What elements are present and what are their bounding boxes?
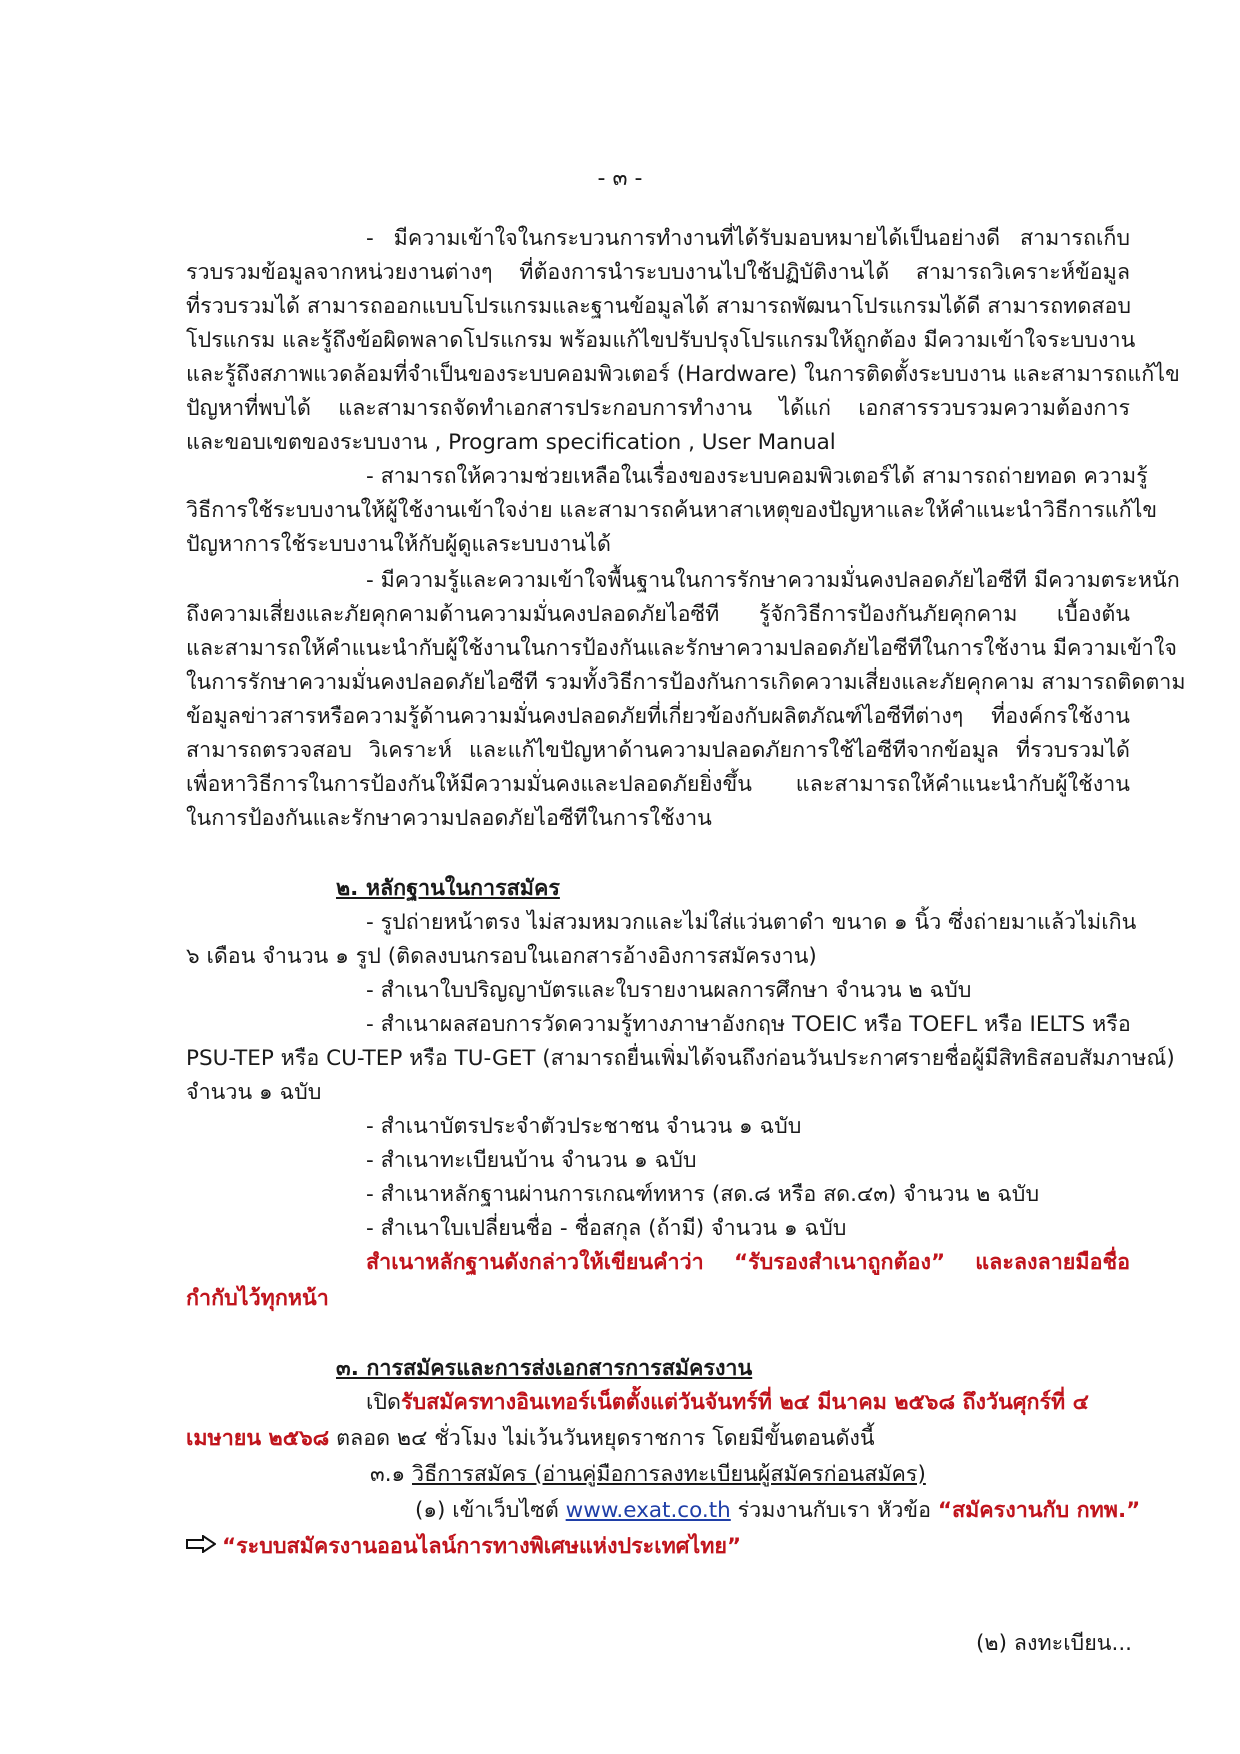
para1-line-5: และรู้ถึงสภาพแวดล้อมที่จำเป็นของระบบคอมพิวเตอร์ (Hardware) ในการติดตั้งระบบงาน และสามารถแก้ไข — [186, 362, 1180, 387]
para3-line-1: - มีความรู้และความเข้าใจพื้นฐานในการรักษาความมั่นคงปลอดภัยไอซีที มีความตระหนัก — [366, 568, 1180, 593]
continue-footer: (๒) ลงทะเบียน... — [976, 1631, 1132, 1656]
section2-note: สำเนาหลักฐานดังกล่าวให้เขียนคำว่า “รับรองสำเนาถูกต้อง” และลงลายมือชื่อ — [366, 1250, 1130, 1275]
para3-line-7: เพื่อหาวิธีการในการป้องกันให้มีความมั่นคงและปลอดภัยยิ่งขึ้น และสามารถให้คำแนะนำกับผู้ใช้งาน — [186, 772, 1130, 797]
step1-line-2: “ระบบสมัครงานออนไลน์การทางพิเศษแห่งประเทศไทย” — [186, 1530, 741, 1564]
para1-line-1: - มีความเข้าใจในกระบวนการทำงานที่ได้รับมอบหมายได้เป็นอย่างดี สามารถเก็บ — [366, 226, 1130, 251]
para1-line-7: และขอบเขตของระบบงาน , Program specification , User Manual — [186, 430, 836, 455]
section3-heading: ๓. การสมัครและการส่งเอกสารการสมัครงาน — [336, 1356, 753, 1381]
section2-item-3: - สำเนาผลสอบการวัดความรู้ทางภาษาอังกฤษ TOEIC หรือ TOEFL หรือ IELTS หรือ — [366, 1012, 1131, 1037]
para3-line-5: ข้อมูลข่าวสารหรือความรู้ด้านความมั่นคงปลอดภัยที่เกี่ยวข้องกับผลิตภัณฑ์ไอซีทีต่างๆ ที่องค์กรใช้งาน — [186, 704, 1130, 729]
para2-line-1: - สามารถให้ความช่วยเหลือในเรื่องของระบบคอมพิวเตอร์ได้ สามารถถ่ายทอด ความรู้ — [366, 464, 1148, 489]
exat-website-link[interactable]: www.exat.co.th — [565, 1498, 731, 1523]
section2-item-7: - สำเนาใบเปลี่ยนชื่อ - ชื่อสกุล (ถ้ามี) จำนวน ๑ ฉบับ — [366, 1216, 847, 1241]
section2-item-2: - สำเนาใบปริญญาบัตรและใบรายงานผลการศึกษา จำนวน ๒ ฉบับ — [366, 978, 972, 1003]
para1-line-3: ที่รวบรวมได้ สามารถออกแบบโปรแกรมและฐานข้อมูลได้ สามารถพัฒนาโปรแกรมได้ดี สามารถทดสอบ — [186, 294, 1132, 319]
section2-item-3-cont: PSU-TEP หรือ CU-TEP หรือ TU-GET (สามารถยื่นเพิ่มได้จนถึงก่อนวันประกาศรายชื่อผู้มีสิทธิสอบสัมภาษณ์) — [186, 1046, 1175, 1071]
section2-item-1: - รูปถ่ายหน้าตรง ไม่สวมหมวกและไม่ใส่แว่นตาดำ ขนาด ๑ นิ้ว ซึ่งถ่ายมาแล้วไม่เกิน — [366, 910, 1137, 935]
page-number: - ๓ - — [597, 166, 643, 191]
para3-line-8: ในการป้องกันและรักษาความปลอดภัยไอซีทีในการใช้งาน — [186, 806, 712, 831]
para1-line-2: รวบรวมข้อมูลจากหน่วยงานต่างๆ ที่ต้องการนำระบบงานไปใช้ปฏิบัติงานได้ สามารถวิเคราะห์ข้อมูล — [186, 260, 1130, 285]
para2-line-3: ปัญหาการใช้ระบบงานให้กับผู้ดูแลระบบงานได้ — [186, 532, 611, 557]
step1-line: (๑) เข้าเว็บไซต์ www.exat.co.th ร่วมงานกับเรา หัวข้อ “สมัครงานกับ กทพ.” — [415, 1498, 1141, 1523]
para2-line-2: วิธีการใช้ระบบงานให้ผู้ใช้งานเข้าใจง่าย และสามารถค้นหาสาเหตุของปัญหาและให้คำแนะนำวิธีการแก้ไข — [186, 498, 1158, 523]
section2-item-3-cont2: จำนวน ๑ ฉบับ — [186, 1080, 322, 1105]
para1-line-4: โปรแกรม และรู้ถึงข้อผิดพลาดโปรแกรม พร้อมแก้ไขปรับปรุงโปรแกรมให้ถูกต้อง มีความเข้าใจระบบงาน — [186, 328, 1136, 353]
para3-line-6: สามารถตรวจสอบ วิเคราะห์ และแก้ไขปัญหาด้านความปลอดภัยการใช้ไอซีทีจากข้อมูล ที่รวบรวมได้ — [186, 738, 1130, 763]
section2-item-1-cont: ๖ เดือน จำนวน ๑ รูป (ติดลงบนกรอบในเอกสารอ้างอิงการสมัครงาน) — [186, 944, 817, 969]
subsection-3-1: ๓.๑ วิธีการสมัคร (อ่านคู่มือการลงทะเบียนผู้สมัครก่อนสมัคร) — [370, 1462, 926, 1487]
section2-item-6: - สำเนาหลักฐานผ่านการเกณฑ์ทหาร (สด.๘ หรือ สด.๔๓) จำนวน ๒ ฉบับ — [366, 1182, 1040, 1207]
section3-open-line: เปิดรับสมัครทางอินเทอร์เน็ตตั้งแต่วันจันทร์ที่ ๒๔ มีนาคม ๒๕๖๘ ถึงวันศุกร์ที่ ๔ — [366, 1390, 1089, 1415]
section2-item-4: - สำเนาบัตรประจำตัวประชาชน จำนวน ๑ ฉบับ — [366, 1114, 802, 1139]
para3-line-4: ในการรักษาความมั่นคงปลอดภัยไอซีที รวมทั้งวิธีการป้องกันการเกิดความเสี่ยงและภัยคุกคาม สามารถติดตาม — [186, 670, 1186, 695]
para3-line-2: ถึงความเสี่ยงและภัยคุกคามด้านความมั่นคงปลอดภัยไอซีที รู้จักวิธีการป้องกันภัยคุกคาม เบื้องต้น — [186, 602, 1130, 627]
open-period: รับสมัครทางอินเทอร์เน็ตตั้งแต่วันจันทร์ที่ ๒๔ มีนาคม ๒๕๖๘ ถึงวันศุกร์ที่ ๔ — [400, 1390, 1089, 1415]
right-arrow-icon — [186, 1530, 218, 1564]
para1-line-6: ปัญหาที่พบได้ และสามารถจัดทำเอกสารประกอบการทำงาน ได้แก่ เอกสารรวบรวมความต้องการ — [186, 396, 1130, 421]
section2-item-5: - สำเนาทะเบียนบ้าน จำนวน ๑ ฉบับ — [366, 1148, 697, 1173]
para3-line-3: และสามารถให้คำแนะนำกับผู้ใช้งานในการป้องกันและรักษาความปลอดภัยไอซีทีในการใช้งาน มีความเข้าใจ — [186, 636, 1177, 661]
subsection-title: วิธีการสมัคร (อ่านคู่มือการลงทะเบียนผู้สมัครก่อนสมัคร) — [412, 1462, 926, 1487]
section2-note-cont: กำกับไว้ทุกหน้า — [186, 1286, 329, 1311]
section3-open-line-2: เมษายน ๒๕๖๘ ตลอด ๒๔ ชั่วโมง ไม่เว้นวันหยุดราชการ โดยมีขั้นตอนดังนี้ — [186, 1426, 875, 1451]
section2-heading: ๒. หลักฐานในการสมัคร — [336, 876, 560, 901]
